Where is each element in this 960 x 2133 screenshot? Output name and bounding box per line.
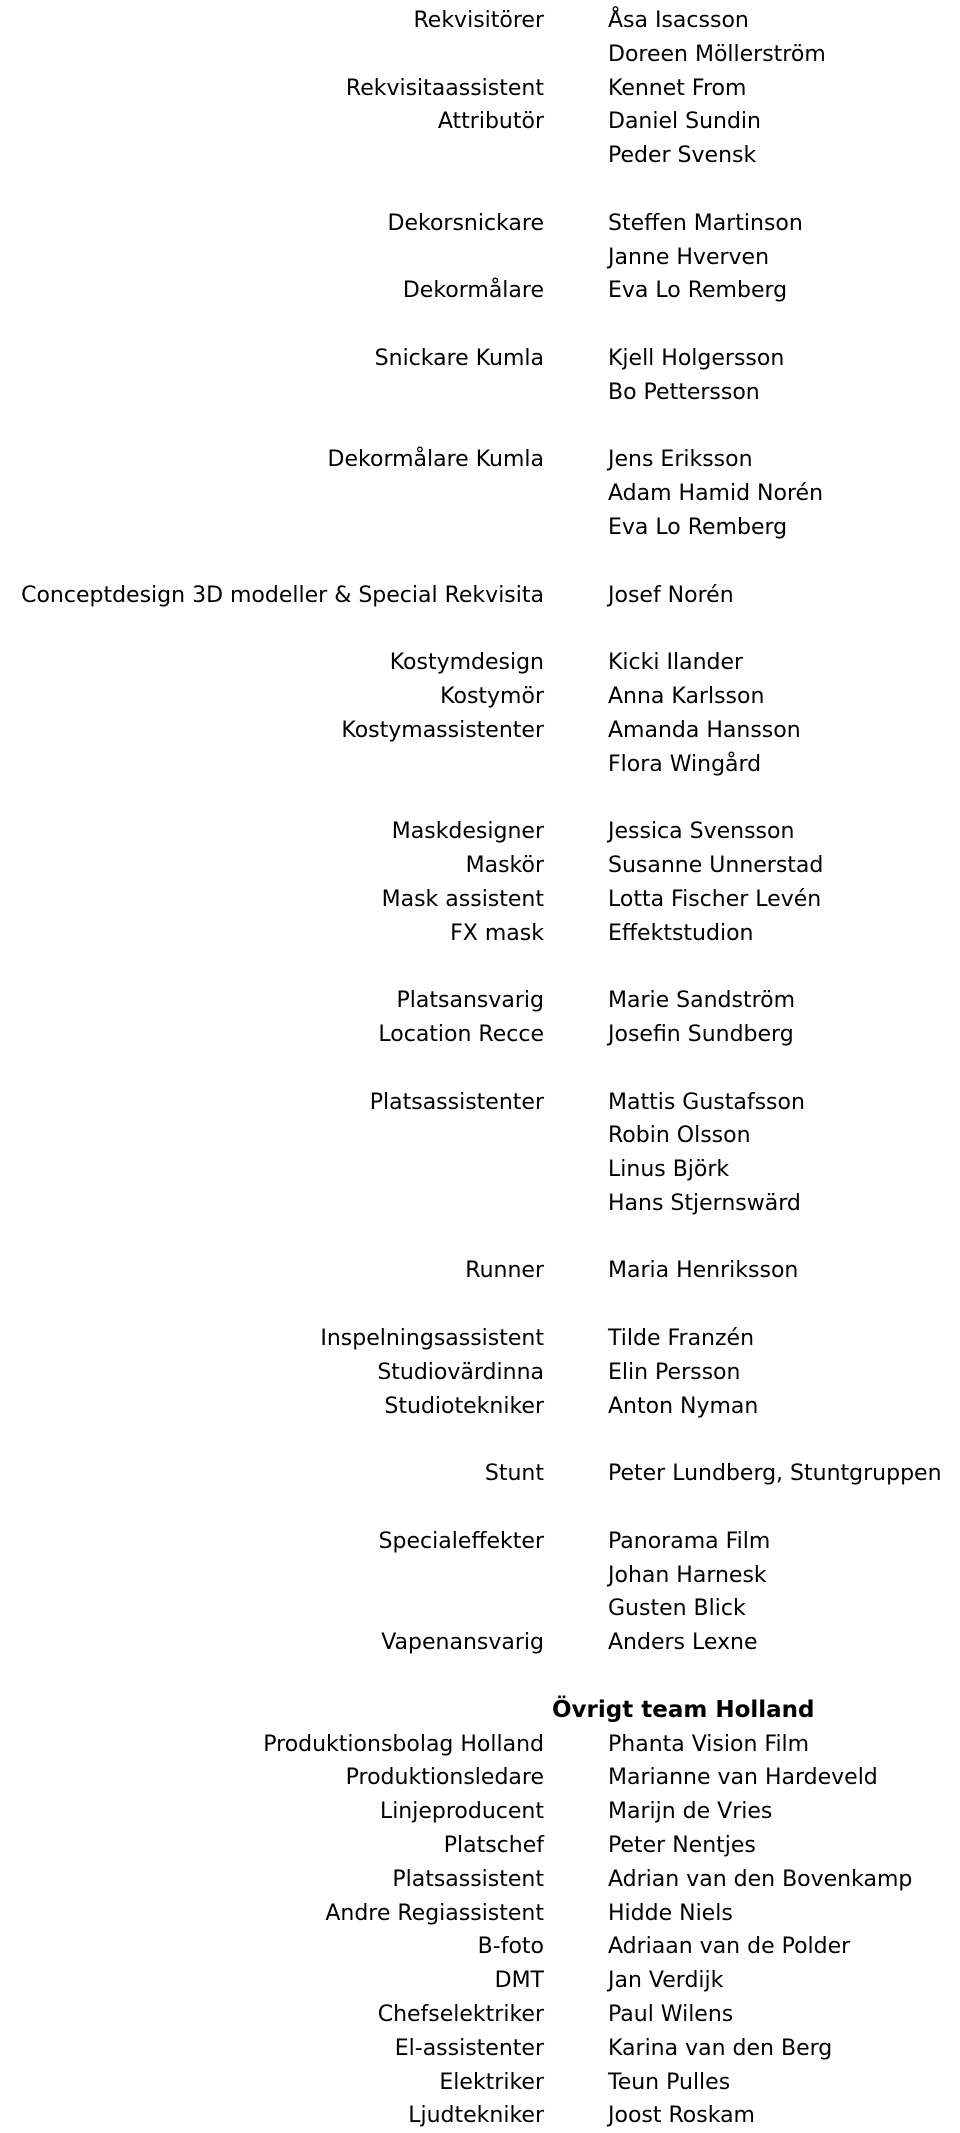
credit-name: Marianne van Hardeveld: [608, 1765, 878, 1791]
credit-name: Åsa Isacsson: [608, 8, 749, 33]
credit-role-attributor: Attributör: [437, 109, 544, 135]
credit-row: [0, 917, 960, 951]
credit-row: [0, 1728, 960, 1762]
credit-row: [0, 342, 960, 376]
credit-role-conceptdesign-3d-modeller-special-rekvisita: Conceptdesign 3D modeller & Special Rekvisita: [21, 582, 544, 608]
credit-row: [0, 1829, 960, 1863]
credit-name: Phanta Vision Film: [608, 1731, 810, 1757]
credit-role-fx-mask: FX mask: [450, 920, 544, 946]
credit-block: [0, 1086, 960, 1221]
credit-role-produktionsledare: Produktionsledare: [345, 1765, 544, 1791]
credit-row: [0, 477, 960, 511]
credit-name: Effektstudion: [608, 920, 754, 946]
credit-name: Jessica Svensson: [608, 819, 795, 845]
credit-block: [0, 4, 960, 173]
credit-row: [0, 511, 960, 545]
credit-row: [0, 1795, 960, 1829]
credit-name: Mattis Gustafsson: [608, 1089, 805, 1115]
block-spacer: [0, 1288, 960, 1322]
credit-name: Janne Hverven: [608, 244, 770, 270]
credit-row: [0, 38, 960, 72]
block-spacer: [0, 1423, 960, 1457]
credit-block: [0, 207, 960, 308]
credit-row: [0, 1559, 960, 1593]
credit-role-ljudtekniker: Ljudtekniker: [408, 2103, 544, 2129]
credit-name: Peter Lundberg, Stuntgruppen: [608, 1461, 942, 1487]
credit-name: Daniel Sundin: [608, 109, 761, 135]
credit-role-kostymor: Kostymör: [440, 683, 544, 709]
credit-name: Jan Verdijk: [608, 1968, 724, 1994]
credit-row: [0, 1525, 960, 1559]
holland-team-heading: Övrigt team Holland: [552, 1696, 815, 1723]
credit-name: Anders Lexne: [608, 1630, 758, 1656]
credit-name: Steffen Martinson: [608, 210, 803, 236]
credit-role-studiovardinna: Studiovärdinna: [377, 1359, 544, 1385]
credit-name: Anton Nyman: [608, 1393, 759, 1419]
credit-name: Kicki Ilander: [608, 650, 744, 676]
credit-row: [0, 105, 960, 139]
credit-role-vapenansvarig: Vapenansvarig: [381, 1630, 544, 1656]
credit-role-produktionsbolag-holland: Produktionsbolag Holland: [263, 1731, 544, 1757]
credit-role-rekvisitorer: Rekvisitörer: [413, 8, 544, 33]
credit-name: Adam Hamid Norén: [608, 481, 824, 507]
credit-block: [0, 1254, 960, 1288]
credit-block: [0, 815, 960, 950]
credit-name: Marie Sandström: [608, 988, 796, 1014]
credit-role-kostymassistenter: Kostymassistenter: [341, 717, 544, 743]
credit-name: Eva Lo Remberg: [608, 514, 788, 540]
block-spacer: [0, 781, 960, 815]
credit-row: [0, 139, 960, 173]
credit-name: Tilde Franzén: [608, 1326, 755, 1352]
credit-row: [0, 2099, 960, 2133]
credit-role-kostymdesign: Kostymdesign: [389, 650, 544, 676]
credit-name: Gusten Blick: [608, 1596, 746, 1622]
credit-row: [0, 714, 960, 748]
block-spacer: [0, 173, 960, 207]
credit-name: Peder Svensk: [608, 143, 757, 169]
credit-role-mask-assistent: Mask assistent: [381, 886, 544, 912]
credit-row: [0, 1930, 960, 1964]
credit-name: Doreen Möllerström: [608, 41, 826, 67]
credit-block: [0, 646, 960, 781]
credit-row: [0, 815, 960, 849]
credit-row: [0, 1119, 960, 1153]
credit-name: Lotta Fischer Levén: [608, 886, 822, 912]
block-spacer: [0, 950, 960, 984]
credit-row: [0, 443, 960, 477]
credit-name: Eva Lo Remberg: [608, 278, 788, 304]
credit-role-el-assistenter: El-assistenter: [394, 2035, 544, 2061]
credit-name: Flora Wingård: [608, 751, 762, 777]
credit-row: [0, 241, 960, 275]
credit-name: Bo Pettersson: [608, 379, 760, 405]
credit-name: Karina van den Berg: [608, 2035, 833, 2061]
credit-row: [0, 680, 960, 714]
credit-name: Peter Nentjes: [608, 1833, 756, 1859]
credit-row: [0, 1153, 960, 1187]
credit-row: [0, 4, 960, 38]
credit-name: Josefin Sundberg: [608, 1021, 794, 1047]
credit-block: [0, 1322, 960, 1423]
credit-name: Kennet From: [608, 75, 747, 101]
credit-name: Linus Björk: [608, 1157, 730, 1183]
credit-block: [0, 342, 960, 410]
credit-row: [0, 646, 960, 680]
credit-role-rekvisitaassistent: Rekvisitaassistent: [345, 75, 544, 101]
credit-role-snickare-kumla: Snickare Kumla: [374, 345, 544, 371]
credit-name: Adriaan van de Polder: [608, 1934, 851, 1960]
credit-row: [0, 1018, 960, 1052]
credit-name: Adrian van den Bovenkamp: [608, 1866, 913, 1892]
credit-block: [0, 579, 960, 613]
credit-row: [0, 1863, 960, 1897]
credit-row: [0, 883, 960, 917]
credit-name: Hans Stjernswärd: [608, 1190, 801, 1216]
credit-role-stunt: Stunt: [484, 1461, 544, 1487]
credit-role-dekormalare: Dekormålare: [402, 278, 544, 304]
credit-row: [0, 748, 960, 782]
block-spacer: [0, 1660, 960, 1694]
block-spacer: [0, 410, 960, 444]
credit-row: [0, 1592, 960, 1626]
credit-role-linjeproducent: Linjeproducent: [379, 1799, 544, 1825]
credit-row: [0, 1626, 960, 1660]
credit-role-location-recce: Location Recce: [378, 1021, 544, 1047]
credit-row: [0, 849, 960, 883]
credit-name: Jens Eriksson: [608, 447, 753, 473]
block-spacer: [0, 1052, 960, 1086]
credit-block: [0, 443, 960, 544]
credit-role-platsassistenter: Platsassistenter: [369, 1089, 544, 1115]
credit-name: Elin Persson: [608, 1359, 741, 1385]
credit-role-b-foto: B-foto: [477, 1934, 544, 1960]
credit-row: [0, 1187, 960, 1221]
credit-row: [0, 1457, 960, 1491]
credit-row: [0, 1964, 960, 1998]
credit-role-maskdesigner: Maskdesigner: [391, 819, 544, 845]
credit-name: Amanda Hansson: [608, 717, 801, 743]
credit-name: Teun Pulles: [608, 2069, 731, 2095]
credit-name: Kjell Holgersson: [608, 345, 785, 371]
block-spacer: [0, 308, 960, 342]
credit-name: Johan Harnesk: [608, 1562, 767, 1588]
credit-role-chefselektriker: Chefselektriker: [377, 2002, 544, 2028]
credit-row: [0, 1322, 960, 1356]
credit-name: Anna Karlsson: [608, 683, 765, 709]
credit-role-platsansvarig: Platsansvarig: [396, 988, 544, 1014]
holland-team-block: [0, 1728, 960, 2133]
credit-row: [0, 2066, 960, 2100]
credit-role-studiotekniker: Studiotekniker: [384, 1393, 544, 1419]
credit-name: Susanne Unnerstad: [608, 852, 824, 878]
credit-role-dmt: DMT: [494, 1968, 544, 1994]
credits-list: [0, 4, 960, 2133]
credit-role-inspelningsassistent: Inspelningsassistent: [320, 1326, 544, 1352]
credit-name: Panorama Film: [608, 1528, 771, 1554]
credit-row: [0, 579, 960, 613]
credit-row: [0, 207, 960, 241]
credit-row: [0, 72, 960, 106]
credit-name: Robin Olsson: [608, 1123, 751, 1149]
credit-row: [0, 1356, 960, 1390]
credit-row: [0, 1761, 960, 1795]
credit-role-elektriker: Elektriker: [439, 2069, 544, 2095]
credit-row: [0, 1390, 960, 1424]
credit-row: [0, 274, 960, 308]
credit-name: Maria Henriksson: [608, 1258, 799, 1284]
credit-name: Josef Norén: [608, 582, 734, 608]
credit-row: [0, 1086, 960, 1120]
credit-name: Hidde Niels: [608, 1900, 733, 1926]
credit-role-dekorsnickare: Dekorsnickare: [387, 210, 544, 236]
credit-name: Marijn de Vries: [608, 1799, 773, 1825]
credit-row: [0, 1897, 960, 1931]
credit-row: [0, 2032, 960, 2066]
credit-role-platschef: Platschef: [443, 1833, 544, 1859]
credit-block: [0, 984, 960, 1052]
block-spacer: [0, 1221, 960, 1255]
credit-role-platsassistent: Platsassistent: [392, 1866, 544, 1892]
credit-role-andre-regiassistent: Andre Regiassistent: [325, 1900, 544, 1926]
block-spacer: [0, 545, 960, 579]
credit-role-maskor: Maskör: [465, 852, 544, 878]
credit-row: [0, 376, 960, 410]
credit-row: [0, 1998, 960, 2032]
credit-name: Paul Wilens: [608, 2002, 734, 2028]
credit-row: [0, 1254, 960, 1288]
credit-row: [0, 984, 960, 1018]
credit-role-dekormalare-kumla: Dekormålare Kumla: [327, 447, 544, 473]
credit-name: Joost Roskam: [608, 2103, 755, 2129]
credit-block: [0, 1457, 960, 1491]
credit-role-specialeffekter: Specialeffekter: [378, 1528, 544, 1554]
credit-role-runner: Runner: [465, 1258, 544, 1284]
credit-block: [0, 1525, 960, 1660]
block-spacer: [0, 612, 960, 646]
block-spacer: [0, 1491, 960, 1525]
